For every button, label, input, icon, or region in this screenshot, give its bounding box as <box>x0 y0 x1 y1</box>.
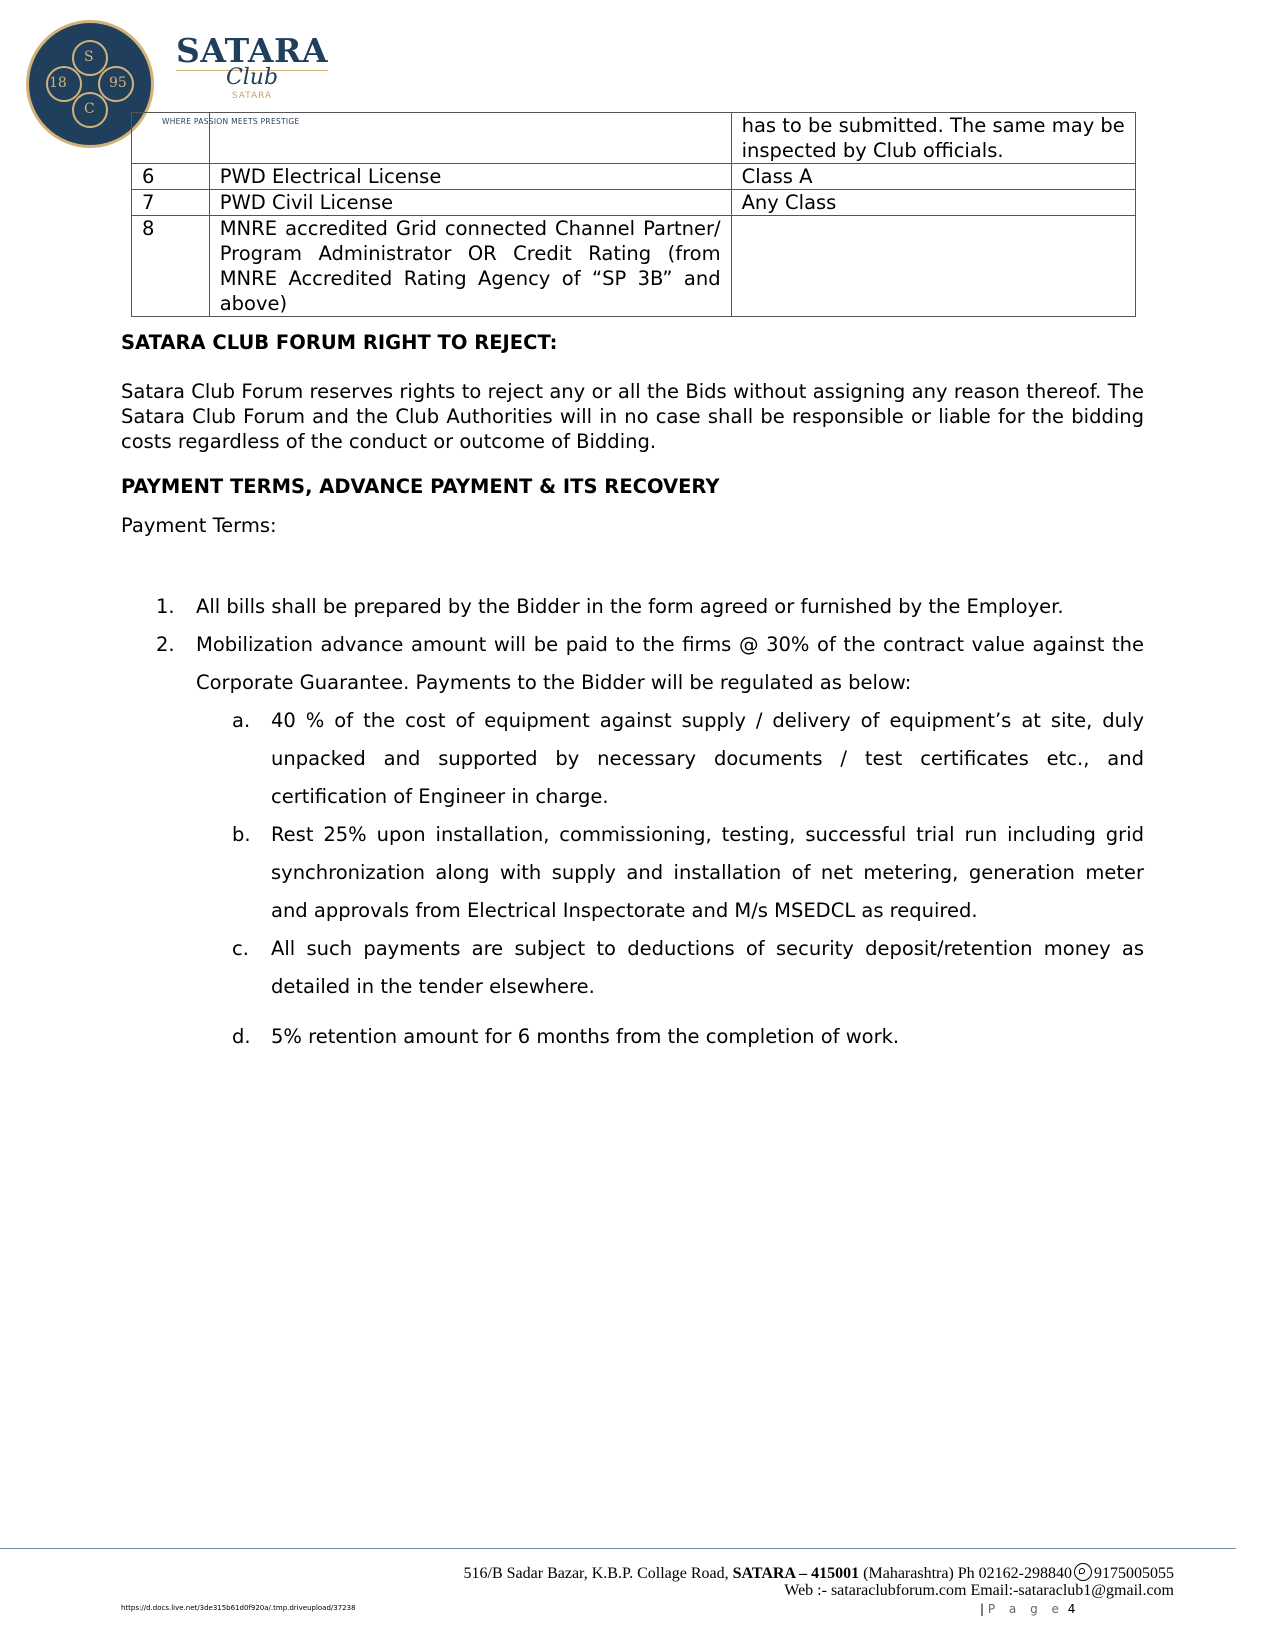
sub-list-letter: b. <box>232 823 251 846</box>
sub-list-letter: d. <box>232 1025 251 1048</box>
sub-list-text: All such payments are subject to deductions of security deposit/retention money as detailed in the tender elsewhere. <box>271 937 1144 998</box>
list-number: 1. <box>156 595 175 618</box>
sub-list-item <box>121 1018 1144 1056</box>
seal-year-left: 18 <box>49 75 67 91</box>
sub-list-item <box>121 702 1144 816</box>
row-number-cell <box>132 113 210 164</box>
sub-list-letter: c. <box>232 937 249 960</box>
row-number-cell: 7 <box>132 190 210 216</box>
footer-divider <box>0 1548 1236 1549</box>
list-item-text: Mobilization advance amount will be paid to the firms @ 30% of the contract value against the Corporate Guarantee. Payments to the Bidder will be regulated as below: <box>196 633 1144 694</box>
brand-tagline: WHERE PASSION MEETS PRESTIGE <box>162 117 300 126</box>
address-text: 516/B Sadar Bazar, K.B.P. Collage Road, <box>463 1565 729 1582</box>
seal-letter-top: S <box>84 49 94 65</box>
page-separator: | <box>980 1602 985 1616</box>
sub-list-item <box>121 930 1144 1006</box>
whatsapp-icon <box>1074 1563 1092 1581</box>
list-item <box>121 588 1144 626</box>
brand-sub: Club <box>225 65 279 90</box>
footer-file-url: https://d.docs.live.net/3de315b61d0f920a/.tmp.driveupload/37238 <box>121 1604 356 1612</box>
page-number <box>980 1602 1075 1616</box>
table-row <box>132 190 1136 216</box>
brand-name: SATARA <box>175 31 328 70</box>
payment-terms-list <box>121 588 1144 1056</box>
seal-letter-bottom: C <box>84 101 95 117</box>
reject-heading: SATARA CLUB FORUM RIGHT TO REJECT: <box>121 331 558 354</box>
row-number-cell: 6 <box>132 164 210 190</box>
page-label: P a g e <box>987 1602 1064 1616</box>
row-item-cell: MNRE accredited Grid connected Channel Partner/ Program Administrator OR Credit Rating (from MNRE Accredited Rating Agency of “SP 3B” and above) <box>209 216 731 317</box>
sub-list-letter: a. <box>232 709 251 732</box>
row-item-cell: PWD Electrical License <box>209 164 731 190</box>
requirements-table <box>131 112 1136 317</box>
sub-list-text: 5% retention amount for 6 months from the completion of work. <box>271 1025 900 1048</box>
sub-list-text: 40 % of the cost of equipment against supply / delivery of equipment’s at site, duly unpacked and supported by necessary documents / test certificates etc., and certification of Engineer in charge. <box>271 709 1144 808</box>
list-item <box>121 626 1144 702</box>
table-row <box>132 216 1136 317</box>
row-item-cell: PWD Civil License <box>209 190 731 216</box>
list-number: 2. <box>156 633 175 656</box>
footer-address <box>464 1563 1174 1583</box>
table-row <box>132 113 1136 164</box>
reject-paragraph: Satara Club Forum reserves rights to reject any or all the Bids without assigning any reason thereof. The Satara Club Forum and the Club Authorities will in no case shall be responsible or liable for the bidding costs regardless of the conduct or outcome of Bidding. <box>121 380 1144 453</box>
sub-list-text: Rest 25% upon installation, commissioning, testing, successful trial run including grid synchronization along with supply and installation of net metering, generation meter and approvals from Electrical Inspectorate and M/s MSEDCL as required. <box>271 823 1144 922</box>
row-requirement-cell: has to be submitted. The same may be inspected by Club officials. <box>731 113 1135 164</box>
page-num: 4 <box>1067 1602 1076 1616</box>
brand-city: SATARA <box>231 91 273 101</box>
payment-terms-label: Payment Terms: <box>121 514 277 537</box>
row-requirement-cell: Any Class <box>731 190 1135 216</box>
table-row <box>132 164 1136 190</box>
address-city: SATARA – 415001 <box>732 1565 860 1582</box>
mobile-number: 9175005055 <box>1094 1565 1174 1582</box>
list-item-text: All bills shall be prepared by the Bidder in the form agreed or furnished by the Employer. <box>196 595 1064 618</box>
brand-wordmark <box>162 31 342 101</box>
footer-web-email: Web :- sataraclubforum.com Email:-sataraclub1@gmail.com <box>784 1582 1174 1599</box>
sub-list-item <box>121 816 1144 930</box>
payment-heading: PAYMENT TERMS, ADVANCE PAYMENT & ITS RECOVERY <box>121 475 720 498</box>
row-item-cell <box>209 113 731 164</box>
row-number-cell: 8 <box>132 216 210 317</box>
row-requirement-cell: Class A <box>731 164 1135 190</box>
seal-year-right: 95 <box>109 75 127 91</box>
address-phone: (Maharashtra) Ph 02162-298840 <box>863 1565 1072 1582</box>
row-requirement-cell <box>731 216 1135 317</box>
